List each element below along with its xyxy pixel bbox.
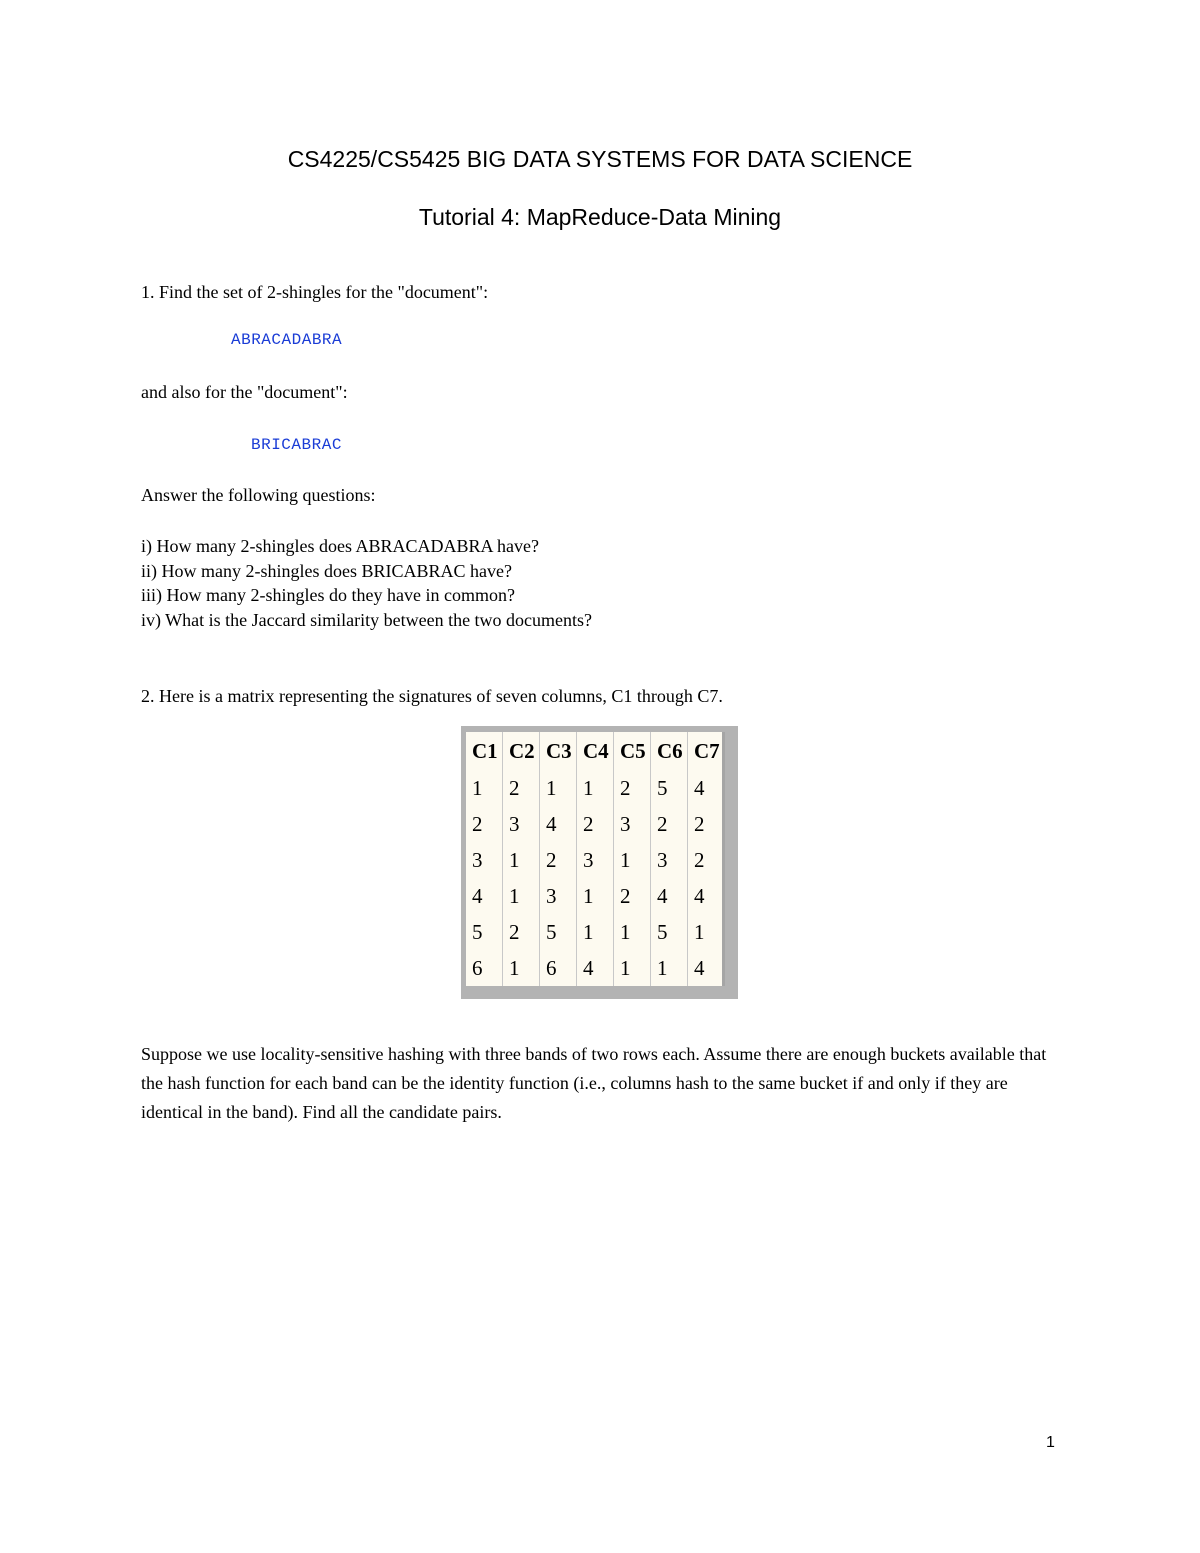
matrix-cell: 1 (614, 914, 651, 950)
question-1-intro: 1. Find the set of 2-shingles for the "document": (141, 282, 489, 302)
page-number: 1 (1046, 1434, 1055, 1451)
matrix-cell: 2 (503, 914, 540, 950)
matrix-cell: 2 (688, 806, 725, 842)
matrix-cell: 4 (651, 878, 688, 914)
matrix-cell: 2 (614, 770, 651, 806)
matrix-cell: 1 (503, 878, 540, 914)
matrix-cell: 3 (614, 806, 651, 842)
question-1-also: and also for the "document": (141, 382, 348, 402)
matrix-cell: 1 (577, 878, 614, 914)
document-title: CS4225/CS5425 BIG DATA SYSTEMS FOR DATA SCIENCE (287, 146, 913, 172)
matrix-cell: 5 (540, 914, 577, 950)
matrix-cell: 6 (540, 950, 577, 986)
matrix-cell: 1 (614, 842, 651, 878)
matrix-row (466, 878, 725, 914)
matrix-cell: 1 (651, 950, 688, 986)
matrix-header-c3: C3 (540, 732, 577, 770)
question-1-iv: iv) What is the Jaccard similarity between the two documents? (141, 610, 593, 630)
matrix-cell: 4 (688, 878, 725, 914)
matrix-row (466, 842, 725, 878)
matrix-cell: 3 (466, 842, 503, 878)
matrix-row (466, 770, 725, 806)
matrix-cell: 6 (466, 950, 503, 986)
matrix-cell: 2 (466, 806, 503, 842)
matrix-cell: 2 (614, 878, 651, 914)
matrix-header-c4: C4 (577, 732, 614, 770)
matrix-cell: 3 (540, 878, 577, 914)
matrix-cell: 4 (688, 950, 725, 986)
matrix-header-c6: C6 (651, 732, 688, 770)
question-1-ii: ii) How many 2-shingles does BRICABRAC have? (141, 561, 512, 581)
matrix-cell: 4 (688, 770, 725, 806)
matrix-cell: 1 (577, 914, 614, 950)
question-1-iii: iii) How many 2-shingles do they have in common? (141, 585, 515, 605)
question-2-intro: 2. Here is a matrix representing the signatures of seven columns, C1 through C7. (141, 686, 723, 706)
matrix-cell: 1 (688, 914, 725, 950)
matrix-cell: 1 (503, 950, 540, 986)
matrix-header-c1: C1 (466, 732, 503, 770)
matrix-cell: 5 (651, 914, 688, 950)
matrix-cell: 2 (577, 806, 614, 842)
matrix-cell: 4 (577, 950, 614, 986)
question-2-text: Suppose we use locality-sensitive hashing with three bands of two rows each. Assume there are enough buckets available that the hash function for each band can be the identity function (i.e., columns hash to the same bucket if and only if they are identical in the band). Find all the candidate pairs. (141, 1044, 1047, 1122)
matrix-cell: 3 (503, 806, 540, 842)
matrix-cell: 2 (503, 770, 540, 806)
matrix-row (466, 950, 725, 986)
matrix-cell: 1 (540, 770, 577, 806)
matrix-cell: 1 (466, 770, 503, 806)
matrix-cell: 3 (651, 842, 688, 878)
document-bricabrac: BRICABRAC (251, 436, 342, 454)
matrix-cell: 5 (466, 914, 503, 950)
matrix-header-c5: C5 (614, 732, 651, 770)
answer-prompt: Answer the following questions: (141, 485, 376, 505)
question-1-i: i) How many 2-shingles does ABRACADABRA have? (141, 536, 539, 556)
matrix-cell: 1 (503, 842, 540, 878)
matrix-cell: 2 (540, 842, 577, 878)
matrix-cell: 1 (614, 950, 651, 986)
matrix-cell: 2 (651, 806, 688, 842)
matrix-row (466, 914, 725, 950)
matrix-cell: 4 (540, 806, 577, 842)
matrix-header-c7: C7 (688, 732, 725, 770)
document-abracadabra: ABRACADABRA (231, 331, 343, 349)
matrix-cell: 1 (577, 770, 614, 806)
matrix-cell: 2 (688, 842, 725, 878)
matrix-cell: 3 (577, 842, 614, 878)
matrix-cell: 5 (651, 770, 688, 806)
matrix-header-c2: C2 (503, 732, 540, 770)
matrix-header-row (466, 732, 725, 770)
signature-matrix (466, 732, 725, 986)
tutorial-subtitle: Tutorial 4: MapReduce-Data Mining (418, 204, 782, 230)
matrix-cell: 4 (466, 878, 503, 914)
matrix-row (466, 806, 725, 842)
